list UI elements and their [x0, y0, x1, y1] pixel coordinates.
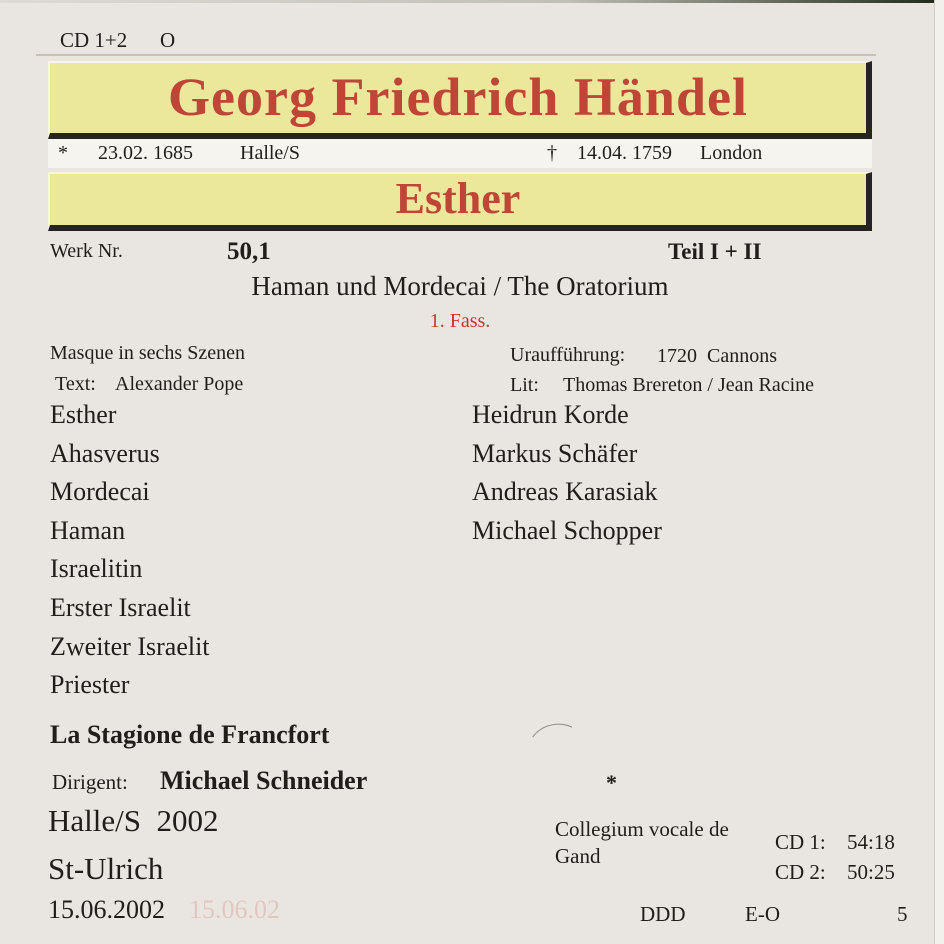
werk-nr-value: 50,1: [227, 238, 271, 265]
cast-singers-column: [472, 396, 662, 550]
cd1-timing-value: 54:18: [847, 830, 895, 854]
cast-role: Israelitin: [50, 554, 143, 584]
cast-role: Mordecai: [50, 477, 150, 507]
ensemble-name: La Stagione de Francfort: [50, 720, 330, 749]
work-form: Masque in sechs Szenen: [50, 342, 245, 364]
composer-name: Georg Friedrich Händel: [168, 67, 748, 127]
cd2-timing-label: CD 2:: [775, 860, 826, 884]
choir-name: Collegium vocale de Gand: [555, 817, 729, 868]
lit-authors: Thomas Brereton / Jean Racine: [563, 374, 815, 396]
cast-singer: Markus Schäfer: [472, 438, 638, 468]
conductor-label: Dirigent:: [52, 770, 128, 794]
performance-city-year: Halle/S 2002: [48, 803, 219, 838]
death-symbol: †: [547, 142, 557, 164]
cast-role: Priester: [50, 670, 130, 700]
edition-code: E-O: [745, 902, 780, 926]
cd2-timing-value: 50:25: [847, 860, 895, 884]
cast-singer: Michael Schopper: [472, 515, 662, 545]
cd-number-label: CD 1+2: [60, 28, 128, 52]
footnote-asterisk: *: [606, 770, 617, 795]
cast-role: Erster Israelit: [50, 592, 191, 622]
death-place: London: [700, 142, 763, 164]
edition-mark: O: [160, 28, 176, 52]
scan-top-edge: [0, 0, 944, 3]
header-rule: [36, 54, 876, 56]
conductor-name: Michael Schneider: [160, 766, 368, 795]
work-title: Esther: [395, 174, 521, 223]
cast-role: Zweiter Israelit: [50, 631, 210, 661]
recording-code: DDD: [640, 902, 686, 926]
work-title-banner: [48, 172, 872, 231]
cast-role: Haman: [50, 515, 126, 545]
scan-right-edge: [934, 0, 944, 944]
premiere-label: Uraufführung:: [510, 344, 626, 366]
cast-role: Ahasverus: [50, 438, 160, 468]
bleed-through-date: 15.06.02: [189, 895, 280, 924]
cast-role: Esther: [50, 400, 117, 429]
composer-banner: [48, 61, 872, 139]
premiere-value: 1720 Cannons: [657, 345, 777, 367]
cast-singer: Heidrun Korde: [472, 400, 629, 429]
work-subtitle: Haman und Mordecai / The Oratorium: [251, 271, 669, 301]
work-parts: Teil I + II: [668, 239, 762, 264]
scan-arc-artifact: [523, 718, 588, 776]
work-version: 1. Fass.: [429, 310, 491, 332]
cd1-timing-label: CD 1:: [775, 830, 826, 854]
text-author: Alexander Pope: [115, 373, 244, 395]
birth-symbol: *: [58, 142, 68, 164]
cast-roles-column: [50, 396, 210, 705]
performance-venue: St-Ulrich: [48, 851, 164, 886]
lit-label: Lit:: [510, 374, 539, 396]
performance-date: 15.06.2002: [48, 895, 165, 924]
birth-date: 23.02. 1685: [98, 142, 193, 164]
werk-nr-label: Werk Nr.: [50, 240, 123, 262]
page-number: 5: [897, 902, 908, 926]
cast-singer: Andreas Karasiak: [472, 477, 658, 507]
death-date: 14.04. 1759: [577, 142, 672, 164]
text-label: Text:: [55, 373, 96, 395]
birth-place: Halle/S: [240, 142, 300, 164]
